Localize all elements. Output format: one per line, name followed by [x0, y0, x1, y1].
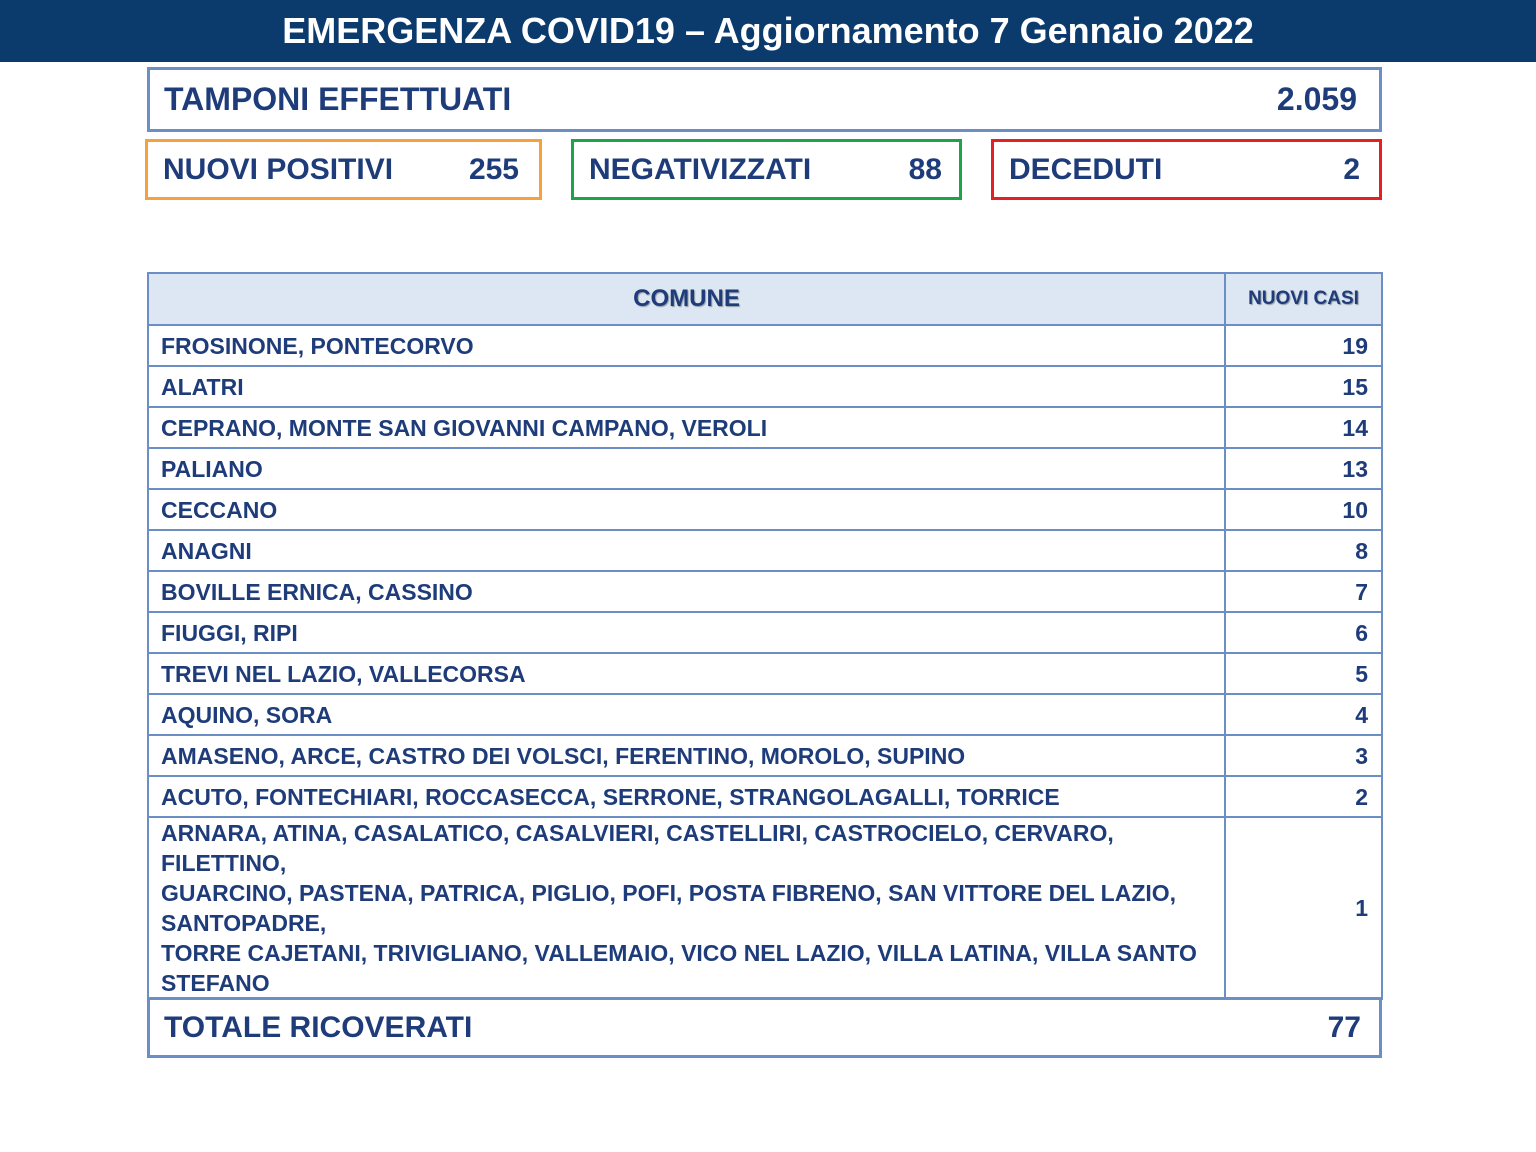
- table-row: [148, 612, 1382, 653]
- casi-cell: 10: [1225, 489, 1382, 530]
- casi-cell: 15: [1225, 366, 1382, 407]
- page-title: EMERGENZA COVID19 – Aggiornamento 7 Gennaio 2022: [0, 0, 1536, 62]
- deceduti-box: [991, 139, 1382, 200]
- table-header-row: [148, 273, 1382, 325]
- comune-cell: FROSINONE, PONTECORVO: [148, 325, 1225, 366]
- tamponi-box: [147, 67, 1382, 132]
- comune-cell: ALATRI: [148, 366, 1225, 407]
- comuni-table: [147, 272, 1383, 1000]
- comune-cell: FIUGGI, RIPI: [148, 612, 1225, 653]
- negativizzati-box: [571, 139, 962, 200]
- deceduti-label: DECEDUTI: [1009, 152, 1163, 186]
- comune-cell: ACUTO, FONTECHIARI, ROCCASECCA, SERRONE, STRANGOLAGALLI, TORRICE: [148, 776, 1225, 817]
- totale-ricoverati-box: [147, 997, 1382, 1058]
- comune-cell: PALIANO: [148, 448, 1225, 489]
- tamponi-label: TAMPONI EFFETTUATI: [164, 81, 512, 117]
- comune-header: COMUNE: [148, 273, 1225, 325]
- negativizzati-value: 88: [908, 152, 942, 186]
- nuovi-positivi-value: 255: [468, 152, 519, 186]
- table-row: [148, 366, 1382, 407]
- comune-cell: BOVILLE ERNICA, CASSINO: [148, 571, 1225, 612]
- table-row: [148, 571, 1382, 612]
- table-row: [148, 694, 1382, 735]
- tamponi-value: 2.059: [1276, 81, 1357, 117]
- table-row: [148, 653, 1382, 694]
- comune-cell: AMASENO, ARCE, CASTRO DEI VOLSCI, FERENTINO, MOROLO, SUPINO: [148, 735, 1225, 776]
- table-row: [148, 776, 1382, 817]
- casi-cell: 5: [1225, 653, 1382, 694]
- negativizzati-label: NEGATIVIZZATI: [589, 152, 812, 186]
- totale-ricoverati-label: TOTALE RICOVERATI: [164, 1010, 473, 1044]
- casi-cell: 8: [1225, 530, 1382, 571]
- comune-line: TORRE CAJETANI, TRIVIGLIANO, VALLEMAIO, VICO NEL LAZIO, VILLA LATINA, VILLA SANTO STEFANO: [161, 940, 1197, 996]
- casi-cell: 7: [1225, 571, 1382, 612]
- table-row: [148, 735, 1382, 776]
- casi-cell: 4: [1225, 694, 1382, 735]
- casi-cell: 2: [1225, 776, 1382, 817]
- table-row: [148, 489, 1382, 530]
- comune-cell: [148, 817, 1225, 999]
- casi-cell: 6: [1225, 612, 1382, 653]
- table-row: [148, 530, 1382, 571]
- nuovi-positivi-box: [145, 139, 542, 200]
- nuovi-casi-header: NUOVI CASI: [1225, 273, 1382, 325]
- comune-cell: CECCANO: [148, 489, 1225, 530]
- table-row: [148, 448, 1382, 489]
- totale-ricoverati-value: 77: [1327, 1010, 1361, 1044]
- deceduti-value: 2: [1343, 152, 1360, 186]
- comune-cell: AQUINO, SORA: [148, 694, 1225, 735]
- casi-cell: 3: [1225, 735, 1382, 776]
- comune-line: GUARCINO, PASTENA, PATRICA, PIGLIO, POFI, POSTA FIBRENO, SAN VITTORE DEL LAZIO, SANTOPADRE,: [161, 880, 1177, 936]
- casi-cell: 13: [1225, 448, 1382, 489]
- nuovi-positivi-label: NUOVI POSITIVI: [163, 152, 394, 186]
- table-row: [148, 407, 1382, 448]
- table-row: [148, 325, 1382, 366]
- comune-cell: CEPRANO, MONTE SAN GIOVANNI CAMPANO, VEROLI: [148, 407, 1225, 448]
- comune-line: ARNARA, ATINA, CASALATICO, CASALVIERI, CASTELLIRI, CASTROCIELO, CERVARO, FILETTINO,: [161, 820, 1114, 876]
- casi-cell: 1: [1225, 817, 1382, 999]
- comune-cell: ANAGNI: [148, 530, 1225, 571]
- table-row: [148, 817, 1382, 999]
- casi-cell: 14: [1225, 407, 1382, 448]
- comune-cell: TREVI NEL LAZIO, VALLECORSA: [148, 653, 1225, 694]
- casi-cell: 19: [1225, 325, 1382, 366]
